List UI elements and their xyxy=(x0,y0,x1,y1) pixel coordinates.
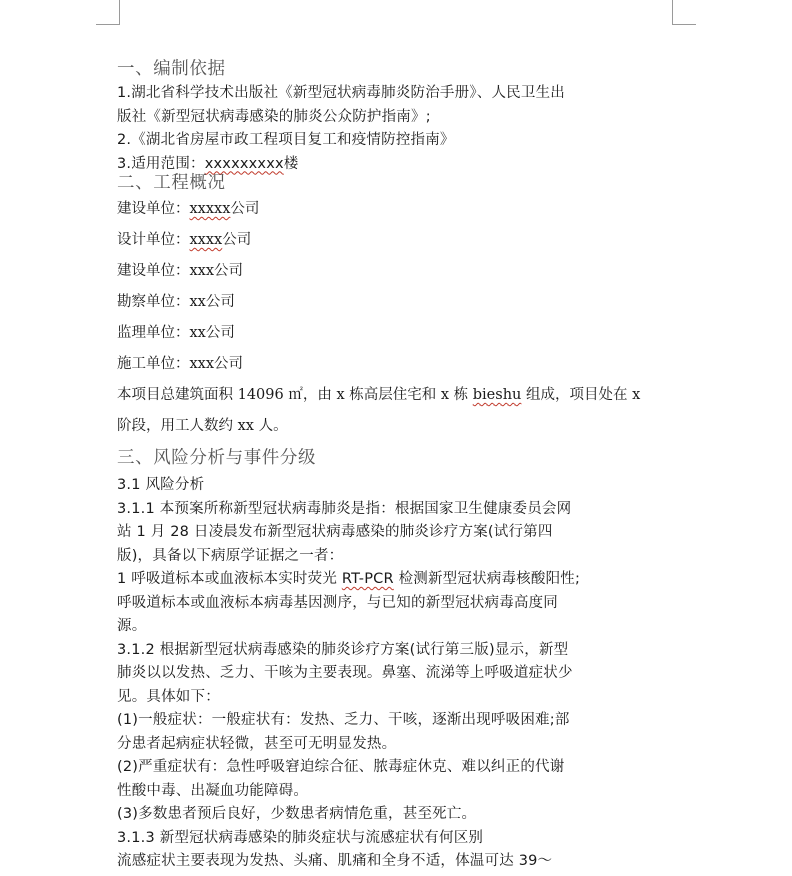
basis-line-1: 1.湖北省科学技术出版社《新型冠状病毒肺炎防治手册》、人民卫生出 xyxy=(117,85,565,101)
evidence-line: 1 呼吸道标本或血液标本实时荧光 RT-PCR 检测新型冠状病毒核酸阳性; xyxy=(117,571,581,587)
paragraph-line: 见。具体如下： xyxy=(117,688,220,705)
unit-row: 勘察单位：xx公司 xyxy=(117,294,235,310)
section-heading-overview: 二、工程概况 xyxy=(117,173,226,193)
paragraph-line: 3.1.3 新型冠状病毒感染的肺炎症状与流感症状有何区别 xyxy=(117,829,484,846)
project-summary: 本项目总建筑面积 14096 ㎡，由 x 栋高层住宅和 x 栋 bieshu 组成，项目处在 x xyxy=(117,387,641,403)
paragraph-line: 性酸中毒、出凝血功能障碍。 xyxy=(117,782,309,799)
paragraph-line: 呼吸道标本或血液标本病毒基因测序，与已知的新型冠状病毒高度同 xyxy=(117,594,558,611)
paragraph-line: 版)，具备以下病原学证据之一者： xyxy=(117,547,344,564)
paragraph-line: (2)严重症状有：急性呼吸窘迫综合征、脓毒症休克、难以纠正的代谢 xyxy=(117,759,565,775)
basis-line-1-cont: 版社《新型冠状病毒感染的肺炎公众防护指南》; xyxy=(117,108,431,125)
basis-line-2: 2.《湖北省房屋市政工程项目复工和疫情防控指南》 xyxy=(117,132,455,148)
scope-suffix: 楼 xyxy=(283,155,299,172)
paragraph-line: 站 1 月 28 日凌晨发布新型冠状病毒感染的肺炎诊疗方案(试行第四 xyxy=(117,524,553,540)
paragraph-line: (3)多数患者预后良好，少数患者病情危重，甚至死亡。 xyxy=(117,806,477,822)
document-page xyxy=(117,56,677,874)
paragraph-line: 源。 xyxy=(117,618,147,634)
unit-row: 建设单位：xxxxx公司 xyxy=(117,201,260,217)
project-summary-cont: 阶段，用工人数约 xx 人。 xyxy=(117,418,288,434)
subsection-risk-analysis: 3.1 风险分析 xyxy=(117,477,205,493)
paragraph-line: 3.1.1 本预案所称新型冠状病毒肺炎是指：根据国家卫生健康委员会网 xyxy=(117,500,572,517)
paragraph-line-cut: 流感症状主要表现为发热、头痛、肌痛和全身不适，体温可达 39～ xyxy=(117,853,553,869)
crop-mark-right-horizontal xyxy=(672,24,696,25)
scope-value: xxxxxxxxx xyxy=(204,155,284,172)
unit-row: 施工单位：xxx公司 xyxy=(117,356,244,372)
section-heading-basis: 一、编制依据 xyxy=(117,59,226,79)
crop-mark-right-vertical xyxy=(672,0,673,24)
paragraph-line: 分患者起病症状轻微，甚至可无明显发热。 xyxy=(117,735,397,752)
paragraph-line: (1)一般症状：一般症状有：发热、乏力、干咳，逐渐出现呼吸困难;部 xyxy=(117,712,570,728)
unit-row: 监理单位：xx公司 xyxy=(117,325,235,341)
unit-row: 建设单位：xxx公司 xyxy=(117,263,244,279)
crop-mark-left-horizontal xyxy=(96,24,120,25)
scope-label: 3.适用范围： xyxy=(117,155,205,172)
paragraph-line: 3.1.2 根据新型冠状病毒感染的肺炎诊疗方案(试行第三版)显示，新型 xyxy=(117,641,569,658)
unit-row: 设计单位：xxxx公司 xyxy=(117,232,252,248)
crop-mark-left-vertical xyxy=(119,0,120,24)
section-heading-risk: 三、风险分析与事件分级 xyxy=(117,448,317,468)
paragraph-line: 肺炎以以发热、乏力、干咳为主要表现。鼻塞、流涕等上呼吸道症状少 xyxy=(117,665,573,681)
